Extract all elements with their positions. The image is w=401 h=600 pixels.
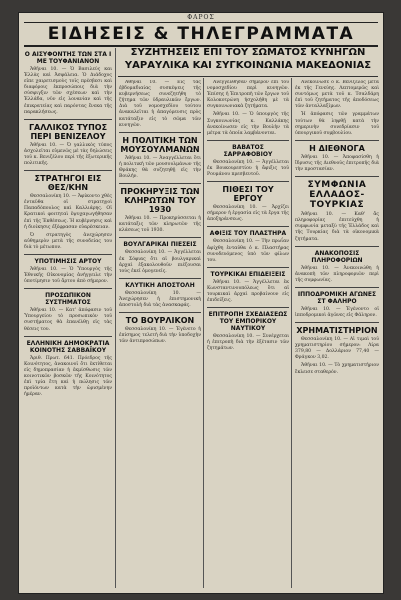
article-text: Ἀνεκοίνωσε ὁ κ. Βενιζέλος μετὰ ἐκ τῆς Γενεύης. Λεπτομερῶς καὶ συντόμως μετὰ τοῦ κ. Τσαλδάρη ἐπὶ τοῦ ζητήματος τῆς ἀποδόσεως τῶν ἀνταλλαξίμων.: [295, 80, 379, 110]
column-2: [119, 80, 201, 588]
divider: [295, 140, 379, 141]
article-text: Ἀθῆναι 10. — Εἰς τὰς ἐβδομαδιαίας συσκέψεις τῆς κυβερνήσεως συνεζητήθη τὸ ζήτημα τῶν ὑδραυλικῶν ἔργων. Διὰ τοῦ νομοσχεδίου τούτου ἀνακαλεῖται ἡ ἀπαγόρευσις πρὸς κατάταξιν εἰς τὸ σῶμα τῶν κυνηγῶν.: [119, 80, 201, 128]
divider: [207, 226, 289, 227]
divider: [119, 183, 201, 184]
article-text: Ἀθῆναι 10. — Προκηρύσσεται ἡ κατάταξις τῶν κληρωτῶν τῆς κλάσεως τοῦ 1930.: [119, 216, 201, 234]
article-text: Ἀθῆναι 10. — Ἀποφασίσθη ἡ ἵδρυσις τῆς Διεθνοῦς ἐπιτροπῆς διὰ τὴν προστασίαν.: [295, 154, 379, 173]
article-text: Ἡ ἀπόφασις τῶν γραμμάτων τούτων θὰ ληφθῇ κατὰ τὴν σημερινὴν συνεδρίασιν τοῦ ὑπουργικοῦ συμβουλίου.: [295, 112, 379, 136]
article-text: Ἀθῆναι 10. — Ἀγγέλλεται ἐκ Κωνσταντινουπόλεως ὅτι αἱ τουρκικαὶ ἀρχαὶ προβαίνουν εἰς ἐπιδείξεις.: [207, 279, 289, 304]
article-headline: ΠΡΟΚΗΡΥΞΙΣ ΤΩΝ ΚΛΗΡΩΤΩΝ ΤΟΥ 1930: [120, 187, 200, 215]
article-text: Θεσσαλονίκη 10. — Ἀνεχώρησεν ἡ ἐπιστημονικὴ ἀποστολὴ διὰ τὰς ἀνασκαφάς.: [119, 290, 201, 308]
divider: [295, 176, 379, 177]
article-text: Θεσσαλονίκη 10. — Ἀφίκοντο χθὲς ἐνταῦθα οἱ στρατηγοὶ Παπαδόπουλος καὶ Καλλιάρης. Οἱ Κρατικοὶ φοιτηταὶ ἐψυχαγωγήθησαν ἐπὶ τῆς Ἐκθέσεως. Ἡ κυβέρνησις καὶ ἡ διοίκησις ἐξέφρασαν εὐαρέσκειαν.: [24, 194, 112, 230]
article-text: Ἀθῆναι 10. — Ὁ Βασιλεύς και Ἑλλὰς καὶ Ἀσφάλεια. Ὁ Διάδοχος εἰπε χαιρετισμοὺς τοῖς πρέσβεσι καὶ διαφόροις ἐκπροσώποις διὰ τὴν σύσφιγξιν τῶν σχέσεων καὶ τὴν Ἑλλάδα, νῦν εἰς λονανίαν καὶ τῆς ἐπικρατείας καὶ παρόντας ἕνεκα τῆς παρακλήσεως.: [24, 67, 112, 115]
divider: [119, 312, 201, 313]
article-text: Ἀθῆναι 10. — Ὁ Ὑπουργὸς τῆς Ἐθνικῆς Οἰκονομίας ἀνήγγειλε τὴν ὑποτίμησιν τοῦ ἄρτου ἀπὸ σήμερον.: [24, 266, 112, 285]
divider: [207, 140, 289, 141]
column-rule: [203, 78, 204, 588]
article-headline: ΑΦΙΞΙΣ ΤΟΥ ΠΛΑΣΤΗΡΑ: [209, 230, 287, 238]
divider: [24, 288, 112, 289]
article-headline: ΓΑΛΛΙΚΟΣ ΤΥΠΟΣ ΠΕΡΙ ΒΕΝΙΖΕΛΟΥ: [28, 122, 108, 141]
divider: [24, 170, 112, 171]
article-headline: ΠΡΟΣΩΠΙΚΟΝ ΣΥΣΤΗΜΑΤΟΣ: [45, 292, 91, 307]
article-headline: ΒΑΒΑΤΟΣ ΣΑΡΡΑΦΟΒΙΟΥ: [223, 143, 273, 158]
article-text: Θεσσαλονίκη 10. — Συνέρχεται ἡ ἐπιτροπὴ διὰ τὴν ἐξέτασιν τῶν ζητημάτων.: [207, 334, 289, 352]
column-3: [207, 80, 289, 588]
article-headline: ΤΟΥΡΚΙΚΑΙ ΕΠΙΔΕΙΞΕΙΣ: [210, 270, 286, 278]
article-text: Ἀριθ. Πρωτ. 641. Πρόεδρος τῆς Κοινότητος, ἀνακοινοῖ ὅτι ἐκτίθεται εἰς δημοπρασίαν ἡ ἐκμίσθωσις τῶν κοινοτικῶν βοσκῶν τῆς Κοινότητος ἐπὶ τρία ἔτη καὶ ἡ πώλησις τῶν προϊόντων κατὰ τὴν ὡρισμένην ἡμέραν.: [24, 355, 112, 398]
column-1: [24, 48, 112, 588]
divider: [24, 254, 112, 255]
divider: [24, 119, 112, 120]
article-text: Θεσσαλονίκη 10. — Αἱ τιμαὶ τοῦ χρηματιστηρίου σήμερον: Λίρα 379,80 — Δολλάριον 77,40 — Φράγκον 3,02.: [295, 337, 379, 361]
article-headline: ΣΥΜΦΩΝΙΑ ΕΛΛΑΔΟΣ-ΤΟΥΡΚΙΑΣ: [307, 180, 367, 211]
divider: [207, 181, 289, 182]
column-rule: [115, 48, 116, 588]
article-headline: Η ΔΙΕΘΝΟΓΑ: [309, 143, 365, 153]
article-text: Ἀθῆναι 10. — Τὸ χρηματιστήριον ἔκλεισε σταθερόν.: [295, 363, 379, 375]
article-text: Θεσσαλονίκη 10. — Τὴν πρωΐαν ἀφίχθη ἐνταῦθα ὁ κ. Πλαστήρας συνοδευόμενος ὑπὸ τῶν φίλων του.: [207, 239, 289, 263]
banner-line-2: ΥΑΡΑΥΛΙΚΑ ΚΑΙ ΣΥΓΚΟΙΝΩΝΙΑ ΜΑΚΕΔΟΝΙΑΣ: [124, 60, 372, 71]
column-4: [295, 80, 379, 588]
divider: [295, 287, 379, 288]
article-text: Θεσσαλονίκη 10. — Ἀγγέλλεται ἐκ Βουκουρεστίου ἡ ἄφιξις τοῦ Ρουμάνου πρεσβευτοῦ.: [207, 159, 289, 178]
article-headline: ΧΡΗΜΑΤΙΣΤΗΡΙΟΝ: [296, 326, 378, 336]
article-headline: ΒΟΥΛΓΑΡΙΚΑΙ ΠΙΕΣΕΙΣ: [123, 241, 197, 249]
article-headline: ΕΛΛΗΝΙΚΗ ΔΗΜΟΚΡΑΤΙΑ ΚΟΙΝΟΤΗΣ ΣΑΒΒΑΪΚΟΥ: [26, 339, 110, 354]
article-text: Ἀθῆναι 10. — Κατ' ἀπόφασιν τοῦ Ὑπουργείου τὸ προσωπικὸν τοῦ συστήματος θὰ ἐπανέλθῃ εἰς τὰς θέσεις του.: [24, 308, 112, 332]
paper-name: ΦΑΡΟΣ: [187, 14, 215, 21]
divider: [295, 322, 379, 323]
article-text: Ὁ στρατηγὸς ἀνεχώρησεν αὐθημερὸν μετὰ τῆς συνοδείας του διὰ τὸ μέτωπον.: [24, 232, 112, 250]
article-headline: ΙΠΠΟΔΡΟΜΙΚΗ ΑΓΩΝΕΣ ΣΤ ΦΑΛΗΡΟ: [297, 290, 377, 305]
article-headline: ΑΝΑΚΟΠΟΣΙΣ ΠΛΗΡΟΦΟΡΙΩΝ: [311, 249, 363, 264]
article-headline: Η ΠΟΛΙΤΙΚΗ ΤΩΝ ΜΟΥΣΟΥΛΜΑΝΩΝ: [120, 135, 200, 154]
divider: [295, 246, 379, 247]
article-headline: ΤΟ ΒΟΥΡΛΙΚΟΝ: [125, 316, 195, 326]
divider: [207, 307, 289, 308]
divider: [24, 336, 112, 337]
article-text: Ἀθῆναι 10. — Ὁ γαλλικὸς τύπος ἀσχολεῖται εὐμενῶς μὲ τὰς δηλώσεις τοῦ κ. Βενιζέλου περὶ τῆς ἐξωτερικῆς πολιτικῆς.: [24, 142, 112, 167]
article-text: Θεσσαλονίκη 10. — Ἀρχίζει σήμερον ἡ ἐργασία εἰς τὰ ἔργα τῆς ἀποξηράνσεως.: [207, 205, 289, 223]
article-text: Ἀθῆναι 10. — Ἀναγγέλλεται ὅτι ἡ πολιτικὴ τῶν μουσουλμάνων τῆς Θράκης θὰ συζητηθῇ εἰς τὴν Βουλήν.: [119, 155, 201, 180]
divider: [119, 278, 201, 279]
article-text: Ἀθῆναι 10. — Ὁ ὑπουργὸς τῆς Συγκοινωνίας κ. Καλλάκης ἀνεκοίνωσεν εἰς τὴν Βουλὴν τὰ μέτρα τὰ ὁποῖα λαμβάνονται.: [207, 112, 289, 136]
divider: [119, 132, 201, 133]
article-text: Θεσσαλονίκη 10. — Ἐγένετο ἡ ἐπίσημος τελετὴ διὰ τὴν ὑποδοχὴν τῶν ἀντιπροσώπων.: [119, 327, 201, 345]
article-text: Ἀθῆναι 10. — Ἀνεκοινώθη ἡ ἀνακοπὴ τῶν πληροφοριῶν περὶ τῆς συμφωνίας.: [295, 265, 379, 283]
article-text: Θεσσαλονίκη 10. — Ἀγγέλλεται ἐκ Σόφιας ὅτι αἱ βουλγαρικαὶ ἀρχαὶ ἐξακολουθοῦν πιέζουσαι τοὺς ἐκεῖ ὁμογενεῖς.: [119, 250, 201, 274]
article-headline: ΠΙΘΕΣΙ ΤΟΥ ΕΡΓΟΥ: [222, 185, 274, 204]
article-headline: ΣΤΡΑΤΗΓΟΙ ΕΙΣ ΘΕΣ/ΚΗΝ: [34, 174, 102, 193]
article-text: Ἀθῆναι 10. — Ἐγένοντο οἱ ἱπποδρομικοὶ ἀγῶνες εἰς Φάληρον.: [295, 306, 379, 318]
newspaper-page: [18, 12, 384, 594]
masthead-title: ΕΙΔΗΣΕΙΣ & ΤΗΛΕΓΡΑΜΜΑΤΑ: [24, 22, 378, 47]
divider: [207, 267, 289, 268]
article-text: Ἀνεγγέλθησαν σήμερον ἐπὶ τοῦ νομοσχεδίου περὶ κυνηγῶν. Ἐπίσης ἡ Ἐπιτροπὴ τῶν ἔργων τοῦ Κολοκοτρώνη ἠσχολήθη μὲ τὰ συγκοινωνιακὰ ζητήματα.: [207, 80, 289, 110]
article-headline: Ο ΑΙΣΥΦΟΝΤΗΣ ΤΩΝ ΣΤΑ Ι ΜΕ ΤΟΥΦΑΝΙΑΝΟΝ: [24, 51, 112, 65]
banner-line-1: ΣΥΖΗΤΗΣΕΙΣ ΕΠΙ ΤΟΥ ΣΩΜΑΤΟΣ ΚΥΝΗΓΩΝ: [130, 47, 366, 58]
column-rule: [291, 78, 292, 588]
article-text: Ἀθῆναι 10. — Καθ' ἃς πληροφορίας ἐπιτεύχθη ἡ συμφωνία μεταξὺ τῆς Ἑλλάδος καὶ τῆς Τουρκίας διὰ τὰ οἰκονομικὰ ζητήματα.: [295, 212, 379, 242]
article-headline: ΥΠΟΤΙΜΗΣΙΣ ΑΡΤΟΥ: [34, 257, 102, 265]
article-headline: ΕΠΙΤΡΟΠΗ ΣΧΕΔΙΑΣΕΩΣ ΤΟΥ ΕΜΠΟΡΙΚΟΥ ΝΑΥΤΙΚΟΥ: [208, 311, 288, 333]
article-headline: ΚΛΥΤΙΚΗ ΑΠΟΣΤΟΛΗ: [125, 281, 195, 289]
divider: [119, 237, 201, 238]
banner-headline: [118, 46, 378, 77]
